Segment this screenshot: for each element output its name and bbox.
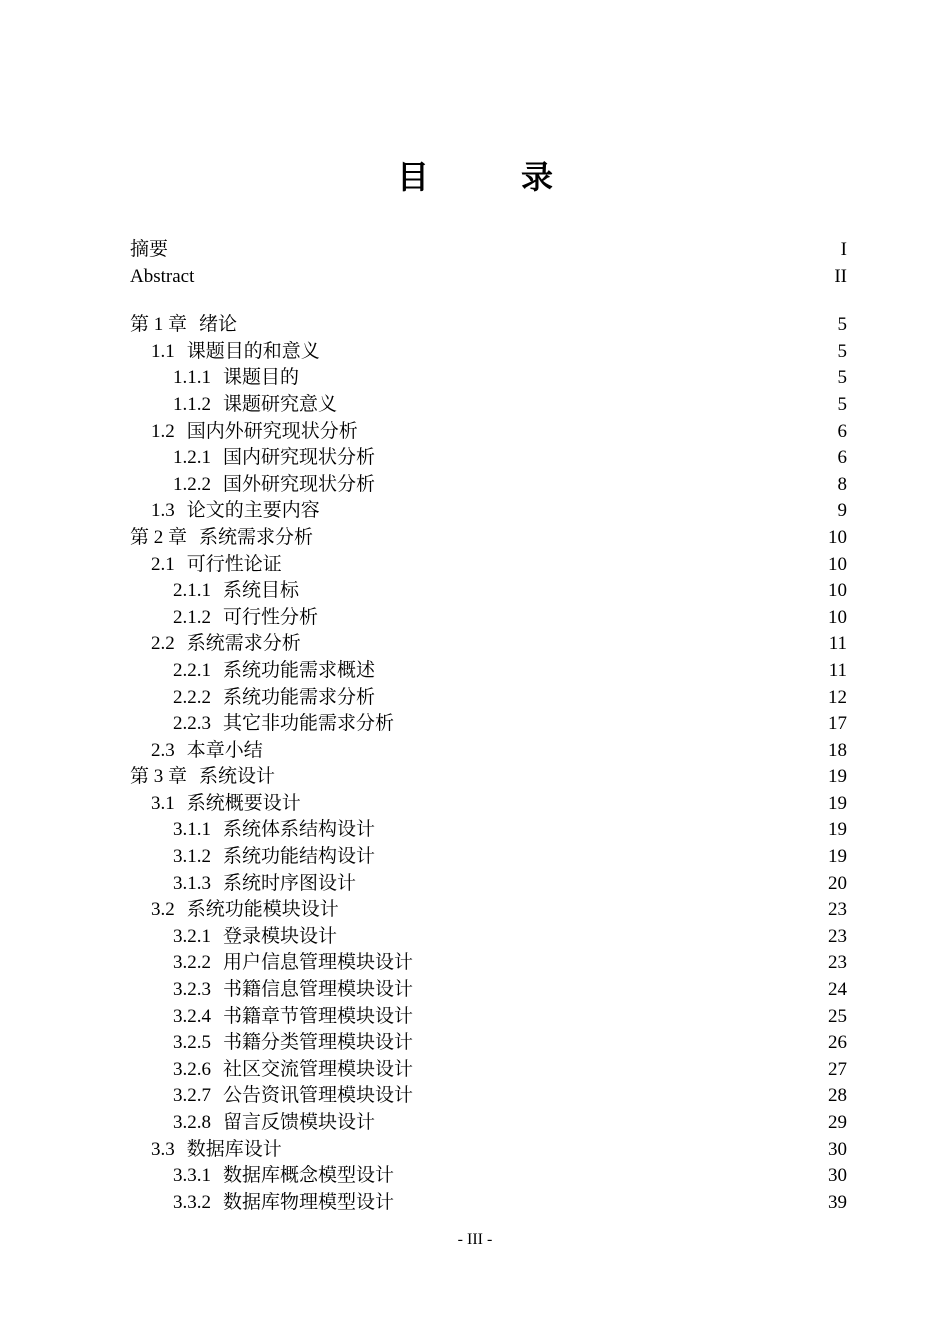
toc-entry xyxy=(130,419,847,446)
toc-entry-label: 绪论 xyxy=(199,314,238,336)
toc-entry-label: 留言反馈模块设计 xyxy=(223,1112,376,1133)
toc-entry-page: 30 xyxy=(828,1165,847,1187)
toc-entry-label: 书籍章节管理模块设计 xyxy=(223,1005,414,1027)
toc-entry-number: 2.2 xyxy=(151,633,175,655)
toc-entry-page: 5 xyxy=(837,367,847,389)
toc-entry-page: 25 xyxy=(828,1005,847,1027)
toc-entry xyxy=(130,472,847,499)
toc-entry-abstract-cn xyxy=(130,237,847,264)
toc-entry-number: 2.2.3 xyxy=(173,713,211,735)
toc-entry xyxy=(130,977,847,1004)
toc-entry-page: 20 xyxy=(828,872,847,894)
toc-entry-number: 2.3 xyxy=(151,739,175,761)
toc-entry-page: 5 xyxy=(837,393,847,415)
toc-entry-page: 6 xyxy=(837,447,847,469)
toc-entry-label: 课题研究意义 xyxy=(223,393,338,415)
toc-chapter-list xyxy=(130,312,847,1216)
toc-entry-page: 11 xyxy=(828,633,847,655)
toc-entry xyxy=(130,1110,847,1137)
toc-entry-number: 2.1.1 xyxy=(173,580,211,602)
toc-entry xyxy=(130,658,847,685)
toc-entry-label: 系统功能结构设计 xyxy=(223,846,376,868)
toc-entry xyxy=(130,525,847,552)
toc-entry-page: 23 xyxy=(828,952,847,974)
toc-entry-number: 1.1 xyxy=(151,340,175,362)
toc-entry xyxy=(130,392,847,419)
toc-entry xyxy=(130,365,847,392)
toc-entry-page: 26 xyxy=(828,1032,847,1054)
toc-entry-number: 1.2 xyxy=(151,420,175,442)
toc-entry-number: 3.3.2 xyxy=(173,1191,211,1213)
toc-entry-number: 1.3 xyxy=(151,500,175,522)
toc-entry-label: 系统概要设计 xyxy=(186,792,301,814)
toc-entry-label: 系统功能需求概述 xyxy=(223,659,376,681)
toc-entry-number: 3.3 xyxy=(151,1138,175,1160)
toc-entry-label: 其它非功能需求分析 xyxy=(223,713,395,735)
toc-entry-label: 国内外研究现状分析 xyxy=(186,420,358,442)
toc-entry-label: 系统需求分析 xyxy=(186,633,301,655)
toc-entry-label: 数据库概念模型设计 xyxy=(223,1165,395,1187)
toc-entry-page: 23 xyxy=(828,925,847,947)
toc-entry-page: 30 xyxy=(828,1138,847,1160)
toc-entry-number: 3.2 xyxy=(151,899,175,921)
toc-entry-page: 5 xyxy=(837,340,847,362)
toc-entry-page: 28 xyxy=(828,1085,847,1107)
toc-entry xyxy=(130,1083,847,1110)
toc-entry-page: II xyxy=(834,265,847,287)
toc-entry xyxy=(130,685,847,712)
toc-entry-label: 可行性分析 xyxy=(223,606,319,628)
toc-entry-label: 数据库设计 xyxy=(186,1138,282,1160)
toc-entry xyxy=(130,897,847,924)
toc-entry-number: 3.2.7 xyxy=(173,1085,211,1107)
toc-entry-label: 书籍信息管理模块设计 xyxy=(223,979,414,1001)
toc-entry-label: 数据库物理模型设计 xyxy=(223,1191,395,1213)
toc-entry xyxy=(130,339,847,366)
toc-entry-page: 8 xyxy=(837,473,847,495)
toc-entry xyxy=(130,312,847,339)
toc-entry xyxy=(130,738,847,765)
toc-entry-page: 10 xyxy=(828,553,847,575)
toc-entry-number: 1.2.2 xyxy=(173,473,211,495)
toc-entry xyxy=(130,817,847,844)
toc-entry-page: I xyxy=(840,239,847,260)
toc-entry-number: 3.2.6 xyxy=(173,1058,211,1080)
toc-entry-label: 国外研究现状分析 xyxy=(223,473,376,495)
toc-entry-number: 3.1.2 xyxy=(173,846,211,868)
page-number-footer: - III - xyxy=(457,1231,493,1248)
toc-entry-number: 3.2.1 xyxy=(173,925,211,947)
toc-entry-label: 用户信息管理模块设计 xyxy=(223,952,414,974)
toc-entry xyxy=(130,498,847,525)
toc-entry-label: 公告资讯管理模块设计 xyxy=(223,1085,414,1107)
toc-entry-label: 系统功能需求分析 xyxy=(223,686,376,708)
toc-entry-number: 第 1 章 xyxy=(130,314,188,336)
toc-entry xyxy=(130,1004,847,1031)
toc-entry xyxy=(130,791,847,818)
toc-entry xyxy=(130,552,847,579)
toc-entry-label: 系统需求分析 xyxy=(199,526,314,548)
toc-entry xyxy=(130,631,847,658)
toc-entry-label: 社区交流管理模块设计 xyxy=(223,1058,414,1080)
toc-entry-number: 2.1 xyxy=(151,553,175,575)
toc-entry xyxy=(130,950,847,977)
toc-entry-number: 1.1.2 xyxy=(173,393,211,415)
toc-entry-page: 19 xyxy=(828,819,847,841)
toc-entry-page: 10 xyxy=(828,580,847,602)
toc-entry xyxy=(130,1163,847,1190)
toc-entry-abstract-en xyxy=(130,264,847,291)
toc-entry xyxy=(130,445,847,472)
toc-entry-number: 3.1 xyxy=(151,792,175,814)
toc-entry-page: 18 xyxy=(828,739,847,761)
toc-entry-number: 3.1.3 xyxy=(173,872,211,894)
toc-entry-number: 1.2.1 xyxy=(173,447,211,469)
page-title: 目 录 xyxy=(396,158,583,196)
toc-entry-number: 3.2.5 xyxy=(173,1032,211,1054)
table-of-contents xyxy=(130,237,847,1216)
toc-entry-page: 5 xyxy=(837,314,847,336)
toc-entry xyxy=(130,578,847,605)
toc-entry xyxy=(130,871,847,898)
toc-entry-page: 29 xyxy=(828,1112,847,1133)
toc-entry xyxy=(130,711,847,738)
toc-entry-page: 6 xyxy=(837,420,847,442)
toc-entry-page: 23 xyxy=(828,899,847,921)
toc-entry-page: 9 xyxy=(837,500,847,522)
toc-entry-page: 11 xyxy=(828,659,847,681)
toc-entry xyxy=(130,1057,847,1084)
toc-entry-page: 10 xyxy=(828,606,847,628)
toc-entry xyxy=(130,924,847,951)
toc-entry-page: 19 xyxy=(828,792,847,814)
toc-entry xyxy=(130,1030,847,1057)
toc-entry-number: 3.2.4 xyxy=(173,1005,211,1027)
toc-entry-page: 24 xyxy=(828,979,847,1001)
toc-entry xyxy=(130,1190,847,1217)
toc-entry-label: 课题目的和意义 xyxy=(186,340,320,362)
toc-entry-number: 第 2 章 xyxy=(130,526,188,548)
toc-entry-label: 系统时序图设计 xyxy=(223,872,357,894)
toc-entry-number: 3.2.8 xyxy=(173,1112,211,1133)
toc-entry-number: 2.2.2 xyxy=(173,686,211,708)
toc-entry-label: 登录模块设计 xyxy=(223,925,338,947)
toc-entry-label: 系统功能模块设计 xyxy=(186,899,339,921)
toc-entry-label: Abstract xyxy=(130,265,195,287)
toc-entry-number: 第 3 章 xyxy=(130,766,188,788)
toc-entry-number: 3.3.1 xyxy=(173,1165,211,1187)
toc-entry-label: 论文的主要内容 xyxy=(186,500,320,522)
toc-entry-number: 2.1.2 xyxy=(173,606,211,628)
toc-entry-page: 27 xyxy=(828,1058,847,1080)
toc-entry-page: 19 xyxy=(828,846,847,868)
toc-entry-page: 39 xyxy=(828,1191,847,1213)
toc-entry-number: 1.1.1 xyxy=(173,367,211,389)
toc-entry-label: 可行性论证 xyxy=(186,553,282,575)
toc-entry xyxy=(130,844,847,871)
toc-entry-label: 本章小结 xyxy=(186,739,263,761)
toc-entry-page: 10 xyxy=(828,526,847,548)
toc-entry-label: 系统体系结构设计 xyxy=(223,819,376,841)
toc-entry-label: 摘要 xyxy=(130,239,169,260)
toc-entry-label: 课题目的 xyxy=(223,367,300,389)
toc-entry-number: 3.1.1 xyxy=(173,819,211,841)
toc-entry-number: 3.2.3 xyxy=(173,979,211,1001)
toc-entry xyxy=(130,605,847,632)
toc-entry-label: 国内研究现状分析 xyxy=(223,447,376,469)
toc-entry-page: 12 xyxy=(828,686,847,708)
toc-entry-label: 系统设计 xyxy=(199,766,276,788)
toc-entry-page: 19 xyxy=(828,766,847,788)
toc-entry xyxy=(130,764,847,791)
toc-entry-label: 系统目标 xyxy=(223,580,300,602)
toc-entry-number: 3.2.2 xyxy=(173,952,211,974)
toc-entry xyxy=(130,1137,847,1164)
toc-entry-page: 17 xyxy=(828,713,847,735)
toc-entry-label: 书籍分类管理模块设计 xyxy=(223,1032,414,1054)
toc-entry-number: 2.2.1 xyxy=(173,659,211,681)
